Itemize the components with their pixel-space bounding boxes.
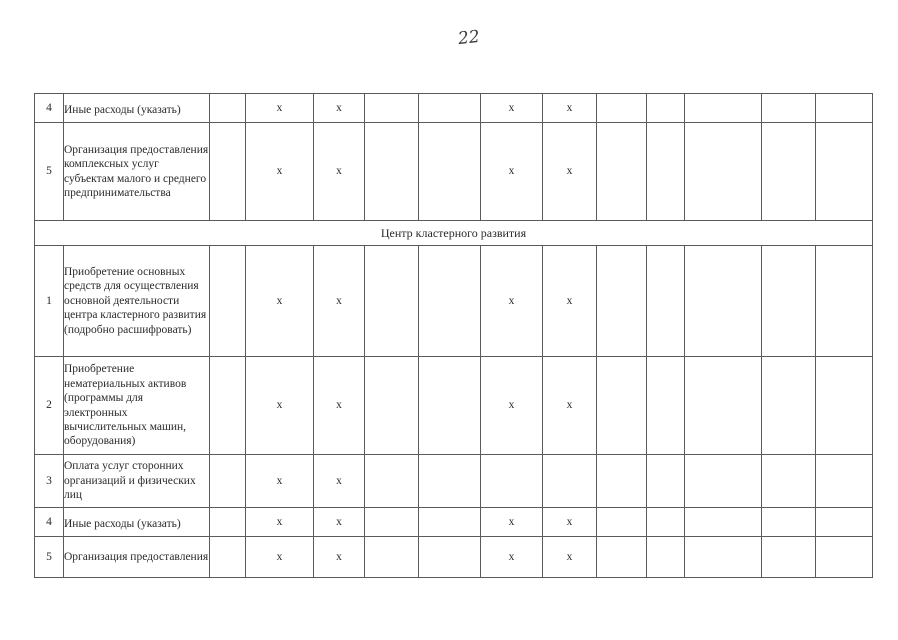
row-number: 2 <box>35 357 64 455</box>
table-row <box>35 508 873 537</box>
table-row <box>35 246 873 357</box>
table-cell <box>419 246 481 357</box>
row-description: Приобретение нематериальных активов (программы для электронных вычислительных машин, оборудования) <box>64 357 210 455</box>
table-cell: x <box>481 94 543 123</box>
table-cell <box>647 455 685 508</box>
table-cell <box>816 357 873 455</box>
table-cell <box>816 508 873 537</box>
table-cell <box>647 508 685 537</box>
table-cell <box>543 455 597 508</box>
table-cell: x <box>314 357 365 455</box>
table-cell <box>419 94 481 123</box>
table-cell: x <box>314 123 365 221</box>
table-cell <box>685 357 762 455</box>
table-cell: x <box>246 357 314 455</box>
table-cell <box>597 246 647 357</box>
table-row <box>35 357 873 455</box>
table-cell <box>597 508 647 537</box>
table-cell <box>647 537 685 578</box>
row-number: 4 <box>35 508 64 537</box>
row-description: Оплата услуг сторонних организаций и физических лиц <box>64 455 210 508</box>
table-cell: x <box>246 455 314 508</box>
table-cell: x <box>543 357 597 455</box>
table-cell <box>647 94 685 123</box>
table-cell <box>365 455 419 508</box>
table-cell: x <box>543 508 597 537</box>
table-cell <box>210 246 246 357</box>
table-cell <box>365 537 419 578</box>
table-cell <box>762 357 816 455</box>
table-cell <box>419 455 481 508</box>
table-cell <box>597 94 647 123</box>
table-row <box>35 455 873 508</box>
table-cell <box>210 123 246 221</box>
section-row <box>35 221 873 246</box>
table-cell: x <box>314 455 365 508</box>
table-cell <box>597 357 647 455</box>
row-number: 5 <box>35 537 64 578</box>
table-cell: x <box>481 357 543 455</box>
table-cell <box>365 94 419 123</box>
table-cell <box>685 123 762 221</box>
table-cell <box>762 246 816 357</box>
table-row <box>35 537 873 578</box>
table-cell: x <box>246 246 314 357</box>
table-cell: x <box>314 537 365 578</box>
row-number: 4 <box>35 94 64 123</box>
table-cell <box>647 357 685 455</box>
table-cell: x <box>481 508 543 537</box>
table-row <box>35 123 873 221</box>
table-cell <box>816 537 873 578</box>
table-cell <box>210 455 246 508</box>
table-cell <box>210 94 246 123</box>
table-cell <box>762 94 816 123</box>
table-cell: x <box>246 508 314 537</box>
table-cell <box>419 508 481 537</box>
table-cell <box>365 357 419 455</box>
table-cell: x <box>543 94 597 123</box>
table-cell <box>685 455 762 508</box>
table-cell: x <box>543 123 597 221</box>
table-cell <box>419 537 481 578</box>
table-cell <box>597 455 647 508</box>
row-description: Иные расходы (указать) <box>64 94 210 123</box>
table-cell: x <box>543 246 597 357</box>
table-row <box>35 94 873 123</box>
table-cell <box>210 537 246 578</box>
table-cell: x <box>246 94 314 123</box>
table-cell <box>816 455 873 508</box>
table-cell <box>210 508 246 537</box>
table-cell <box>762 455 816 508</box>
table-cell: x <box>314 508 365 537</box>
table-cell <box>816 246 873 357</box>
table-cell: x <box>246 123 314 221</box>
table-cell <box>685 508 762 537</box>
table-cell <box>365 246 419 357</box>
table-cell <box>365 508 419 537</box>
table-cell <box>762 537 816 578</box>
table-cell: x <box>314 246 365 357</box>
table-cell <box>816 123 873 221</box>
row-description: Организация предоставления комплексных услуг субъектам малого и среднего предпринимательства <box>64 123 210 221</box>
table-cell: x <box>246 537 314 578</box>
table-cell: x <box>543 537 597 578</box>
row-description: Приобретение основных средств для осуществления основной деятельности центра кластерного развития (подробно расшифровать) <box>64 246 210 357</box>
table-cell <box>419 357 481 455</box>
table-cell <box>685 94 762 123</box>
row-description: Иные расходы (указать) <box>64 508 210 537</box>
table-cell <box>762 508 816 537</box>
table-cell <box>647 123 685 221</box>
table-cell <box>762 123 816 221</box>
expense-table <box>34 93 873 578</box>
table-cell <box>419 123 481 221</box>
section-title: Центр кластерного развития <box>35 221 873 246</box>
table-cell <box>365 123 419 221</box>
table-cell <box>597 537 647 578</box>
table-cell <box>685 246 762 357</box>
table-body <box>35 94 873 578</box>
table-cell: x <box>481 123 543 221</box>
table-cell: x <box>314 94 365 123</box>
table-cell <box>481 455 543 508</box>
table-cell: x <box>481 537 543 578</box>
table-cell <box>685 537 762 578</box>
table-cell: x <box>481 246 543 357</box>
table-cell <box>210 357 246 455</box>
row-number: 1 <box>35 246 64 357</box>
row-number: 5 <box>35 123 64 221</box>
table-cell <box>597 123 647 221</box>
table-cell <box>647 246 685 357</box>
page-number: 22 <box>457 26 481 50</box>
row-number: 3 <box>35 455 64 508</box>
row-description: Организация предоставления <box>64 537 210 578</box>
table-cell <box>816 94 873 123</box>
